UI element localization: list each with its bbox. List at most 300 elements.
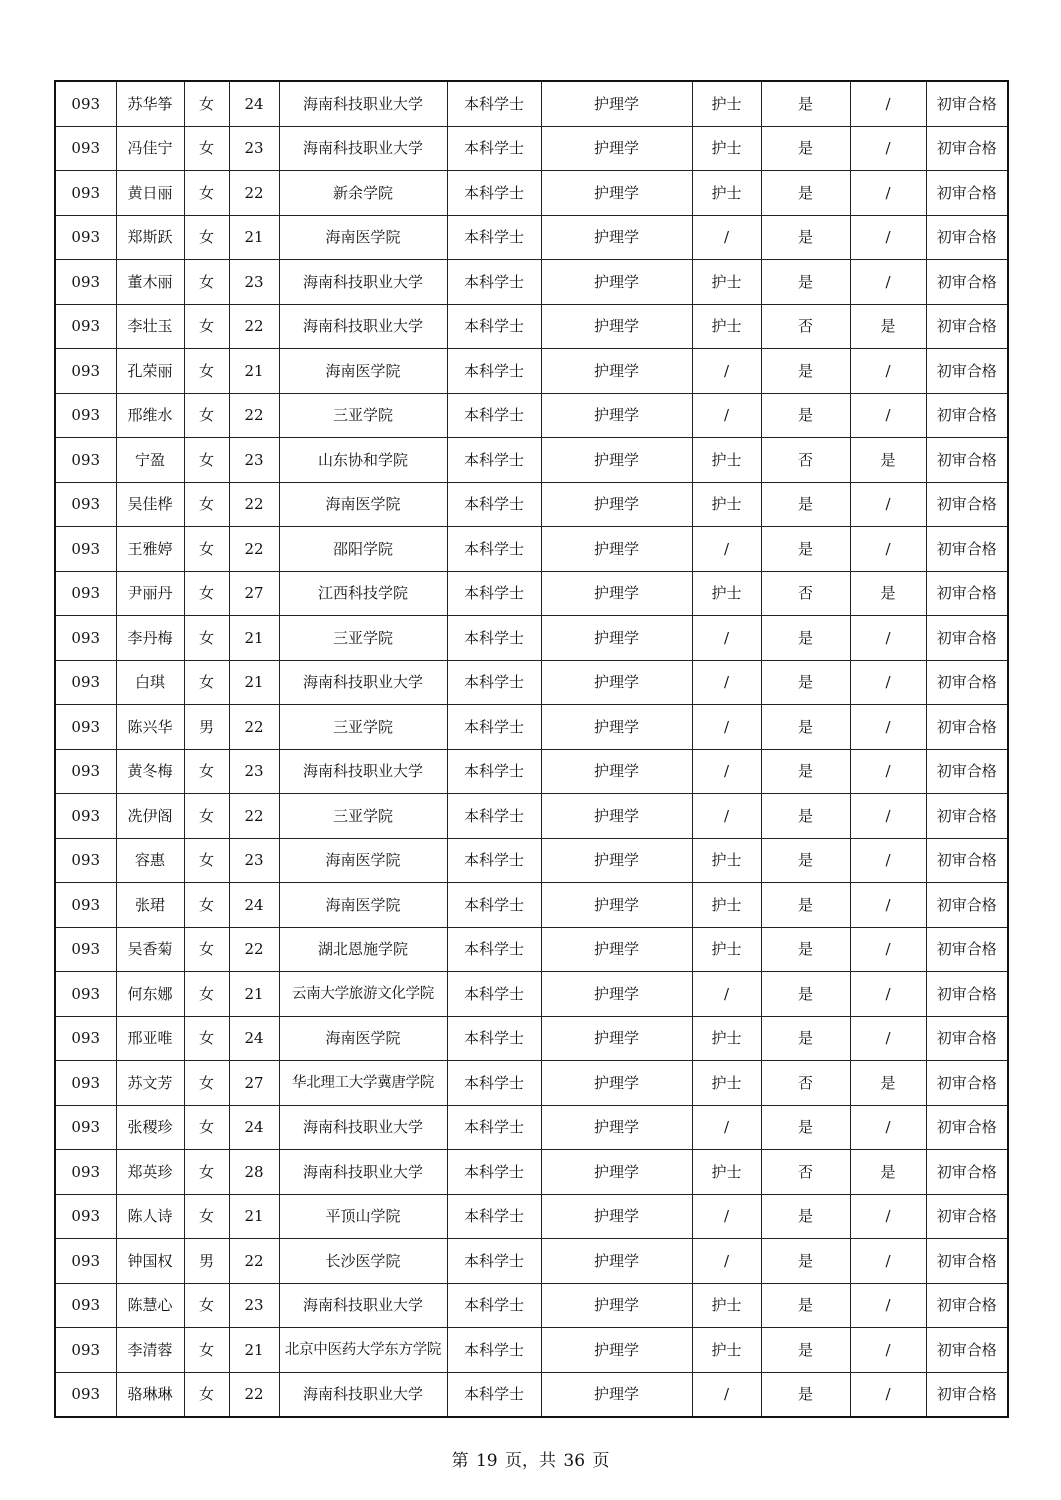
footer-suffix: 页 (592, 1451, 610, 1471)
table-row (55, 1328, 1008, 1373)
code-cell: 093 (55, 838, 116, 883)
degree-cell: 本科学士 (447, 927, 541, 972)
experience-cell: / (850, 215, 926, 260)
review-result-cell: 初审合格 (926, 126, 1008, 171)
name-cell: 邢亚唯 (116, 1016, 184, 1061)
graduate-status-cell: 是 (761, 482, 850, 527)
table-row (55, 1194, 1008, 1239)
major-cell: 护理学 (541, 1194, 692, 1239)
experience-cell: / (850, 1194, 926, 1239)
age-cell: 21 (229, 972, 279, 1017)
review-result-cell: 初审合格 (926, 1105, 1008, 1150)
degree-cell: 本科学士 (447, 571, 541, 616)
graduate-status-cell: 是 (761, 883, 850, 928)
age-cell: 22 (229, 1239, 279, 1284)
major-cell: 护理学 (541, 349, 692, 394)
name-cell: 王雅婷 (116, 527, 184, 572)
gender-cell: 女 (184, 1105, 229, 1150)
graduate-status-cell: 否 (761, 438, 850, 483)
code-cell: 093 (55, 260, 116, 305)
review-result-cell: 初审合格 (926, 1150, 1008, 1195)
qualification-cell: / (692, 1239, 761, 1284)
experience-cell: 是 (850, 1150, 926, 1195)
table-row (55, 171, 1008, 216)
table-row (55, 660, 1008, 705)
age-cell: 21 (229, 1328, 279, 1373)
code-cell: 093 (55, 1328, 116, 1373)
major-cell: 护理学 (541, 1016, 692, 1061)
graduate-status-cell: 是 (761, 81, 850, 126)
experience-cell: 是 (850, 304, 926, 349)
table-row (55, 482, 1008, 527)
qualification-cell: 护士 (692, 1016, 761, 1061)
experience-cell: / (850, 393, 926, 438)
graduate-status-cell: 是 (761, 927, 850, 972)
graduate-status-cell: 是 (761, 349, 850, 394)
major-cell: 护理学 (541, 883, 692, 928)
school-cell: 海南医学院 (279, 883, 447, 928)
review-result-cell: 初审合格 (926, 1194, 1008, 1239)
major-cell: 护理学 (541, 260, 692, 305)
gender-cell: 男 (184, 705, 229, 750)
review-result-cell: 初审合格 (926, 349, 1008, 394)
age-cell: 22 (229, 304, 279, 349)
name-cell: 吴香菊 (116, 927, 184, 972)
gender-cell: 女 (184, 972, 229, 1017)
table-row (55, 749, 1008, 794)
graduate-status-cell: 否 (761, 1061, 850, 1106)
code-cell: 093 (55, 1239, 116, 1284)
table-row (55, 794, 1008, 839)
gender-cell: 女 (184, 1150, 229, 1195)
degree-cell: 本科学士 (447, 1372, 541, 1417)
qualification-cell: 护士 (692, 1150, 761, 1195)
graduate-status-cell: 是 (761, 260, 850, 305)
code-cell: 093 (55, 215, 116, 260)
name-cell: 苏文芳 (116, 1061, 184, 1106)
degree-cell: 本科学士 (447, 749, 541, 794)
qualification-cell: / (692, 660, 761, 705)
review-result-cell: 初审合格 (926, 304, 1008, 349)
major-cell: 护理学 (541, 1150, 692, 1195)
review-result-cell: 初审合格 (926, 527, 1008, 572)
name-cell: 李丹梅 (116, 616, 184, 661)
experience-cell: / (850, 482, 926, 527)
experience-cell: / (850, 1283, 926, 1328)
graduate-status-cell: 是 (761, 1283, 850, 1328)
school-cell: 湖北恩施学院 (279, 927, 447, 972)
school-cell: 海南医学院 (279, 838, 447, 883)
major-cell: 护理学 (541, 393, 692, 438)
experience-cell: / (850, 81, 926, 126)
school-cell: 三亚学院 (279, 705, 447, 750)
degree-cell: 本科学士 (447, 1150, 541, 1195)
name-cell: 钟国权 (116, 1239, 184, 1284)
degree-cell: 本科学士 (447, 972, 541, 1017)
table-row (55, 927, 1008, 972)
age-cell: 24 (229, 1016, 279, 1061)
name-cell: 容惠 (116, 838, 184, 883)
name-cell: 张珺 (116, 883, 184, 928)
gender-cell: 女 (184, 616, 229, 661)
gender-cell: 男 (184, 1239, 229, 1284)
degree-cell: 本科学士 (447, 660, 541, 705)
code-cell: 093 (55, 349, 116, 394)
experience-cell: 是 (850, 438, 926, 483)
qualification-cell: 护士 (692, 260, 761, 305)
degree-cell: 本科学士 (447, 1061, 541, 1106)
code-cell: 093 (55, 883, 116, 928)
experience-cell: / (850, 1239, 926, 1284)
review-result-cell: 初审合格 (926, 838, 1008, 883)
age-cell: 27 (229, 1061, 279, 1106)
age-cell: 24 (229, 883, 279, 928)
name-cell: 李壮玉 (116, 304, 184, 349)
major-cell: 护理学 (541, 660, 692, 705)
major-cell: 护理学 (541, 794, 692, 839)
name-cell: 尹丽丹 (116, 571, 184, 616)
name-cell: 冯佳宁 (116, 126, 184, 171)
name-cell: 陈兴华 (116, 705, 184, 750)
graduate-status-cell: 是 (761, 1328, 850, 1373)
degree-cell: 本科学士 (447, 81, 541, 126)
gender-cell: 女 (184, 1328, 229, 1373)
gender-cell: 女 (184, 171, 229, 216)
age-cell: 23 (229, 438, 279, 483)
degree-cell: 本科学士 (447, 482, 541, 527)
degree-cell: 本科学士 (447, 393, 541, 438)
school-cell: 海南科技职业大学 (279, 260, 447, 305)
age-cell: 28 (229, 1150, 279, 1195)
code-cell: 093 (55, 1194, 116, 1239)
review-result-cell: 初审合格 (926, 616, 1008, 661)
table-row (55, 527, 1008, 572)
review-result-cell: 初审合格 (926, 1283, 1008, 1328)
school-cell: 平顶山学院 (279, 1194, 447, 1239)
table-row (55, 1239, 1008, 1284)
table-row (55, 1105, 1008, 1150)
name-cell: 李清蓉 (116, 1328, 184, 1373)
gender-cell: 女 (184, 927, 229, 972)
code-cell: 093 (55, 171, 116, 216)
review-result-cell: 初审合格 (926, 260, 1008, 305)
review-result-cell: 初审合格 (926, 393, 1008, 438)
table-body (55, 81, 1008, 1417)
major-cell: 护理学 (541, 171, 692, 216)
gender-cell: 女 (184, 438, 229, 483)
experience-cell: / (850, 1372, 926, 1417)
table-row (55, 1150, 1008, 1195)
major-cell: 护理学 (541, 304, 692, 349)
graduate-status-cell: 是 (761, 1016, 850, 1061)
degree-cell: 本科学士 (447, 304, 541, 349)
qualification-cell: / (692, 749, 761, 794)
school-cell: 海南医学院 (279, 349, 447, 394)
table-row (55, 260, 1008, 305)
graduate-status-cell: 是 (761, 616, 850, 661)
school-cell: 华北理工大学冀唐学院 (279, 1061, 447, 1106)
school-cell: 海南医学院 (279, 1016, 447, 1061)
qualification-cell: 护士 (692, 482, 761, 527)
school-cell: 云南大学旅游文化学院 (279, 972, 447, 1017)
degree-cell: 本科学士 (447, 527, 541, 572)
school-cell: 邵阳学院 (279, 527, 447, 572)
school-cell: 北京中医药大学东方学院 (279, 1328, 447, 1373)
experience-cell: 是 (850, 1061, 926, 1106)
name-cell: 苏华筝 (116, 81, 184, 126)
qualification-cell: 护士 (692, 1061, 761, 1106)
name-cell: 孔荣丽 (116, 349, 184, 394)
gender-cell: 女 (184, 571, 229, 616)
footer-total-pages: 36 (563, 1451, 586, 1471)
gender-cell: 女 (184, 260, 229, 305)
degree-cell: 本科学士 (447, 883, 541, 928)
gender-cell: 女 (184, 794, 229, 839)
review-result-cell: 初审合格 (926, 1372, 1008, 1417)
age-cell: 23 (229, 260, 279, 305)
age-cell: 22 (229, 482, 279, 527)
table-row (55, 838, 1008, 883)
age-cell: 21 (229, 349, 279, 394)
degree-cell: 本科学士 (447, 349, 541, 394)
experience-cell: / (850, 616, 926, 661)
qualification-cell: 护士 (692, 171, 761, 216)
qualification-cell: 护士 (692, 1328, 761, 1373)
graduate-status-cell: 是 (761, 705, 850, 750)
school-cell: 海南科技职业大学 (279, 81, 447, 126)
gender-cell: 女 (184, 1061, 229, 1106)
gender-cell: 女 (184, 660, 229, 705)
experience-cell: / (850, 972, 926, 1017)
experience-cell: / (850, 705, 926, 750)
table-row (55, 349, 1008, 394)
experience-cell: / (850, 883, 926, 928)
name-cell: 张稷珍 (116, 1105, 184, 1150)
age-cell: 23 (229, 749, 279, 794)
review-result-cell: 初审合格 (926, 705, 1008, 750)
gender-cell: 女 (184, 1283, 229, 1328)
qualification-cell: / (692, 1372, 761, 1417)
table-row (55, 616, 1008, 661)
major-cell: 护理学 (541, 749, 692, 794)
table-row (55, 1372, 1008, 1417)
review-result-cell: 初审合格 (926, 171, 1008, 216)
school-cell: 海南科技职业大学 (279, 1105, 447, 1150)
gender-cell: 女 (184, 1372, 229, 1417)
name-cell: 何东娜 (116, 972, 184, 1017)
age-cell: 21 (229, 616, 279, 661)
code-cell: 093 (55, 571, 116, 616)
degree-cell: 本科学士 (447, 126, 541, 171)
age-cell: 22 (229, 927, 279, 972)
degree-cell: 本科学士 (447, 1239, 541, 1284)
experience-cell: / (850, 927, 926, 972)
code-cell: 093 (55, 1105, 116, 1150)
review-result-cell: 初审合格 (926, 215, 1008, 260)
name-cell: 宁盈 (116, 438, 184, 483)
review-result-cell: 初审合格 (926, 482, 1008, 527)
graduate-status-cell: 是 (761, 749, 850, 794)
major-cell: 护理学 (541, 1283, 692, 1328)
major-cell: 护理学 (541, 1061, 692, 1106)
code-cell: 093 (55, 794, 116, 839)
experience-cell: / (850, 1328, 926, 1373)
experience-cell: / (850, 838, 926, 883)
age-cell: 21 (229, 660, 279, 705)
qualification-cell: / (692, 349, 761, 394)
graduate-status-cell: 是 (761, 1372, 850, 1417)
school-cell: 海南医学院 (279, 215, 447, 260)
degree-cell: 本科学士 (447, 171, 541, 216)
school-cell: 三亚学院 (279, 616, 447, 661)
review-result-cell: 初审合格 (926, 972, 1008, 1017)
qualification-cell: 护士 (692, 883, 761, 928)
qualification-cell: / (692, 527, 761, 572)
graduate-status-cell: 是 (761, 1239, 850, 1284)
degree-cell: 本科学士 (447, 1105, 541, 1150)
name-cell: 白琪 (116, 660, 184, 705)
code-cell: 093 (55, 1372, 116, 1417)
degree-cell: 本科学士 (447, 705, 541, 750)
gender-cell: 女 (184, 215, 229, 260)
age-cell: 22 (229, 705, 279, 750)
qualification-cell: 护士 (692, 1283, 761, 1328)
graduate-status-cell: 是 (761, 1194, 850, 1239)
table-row (55, 571, 1008, 616)
code-cell: 093 (55, 81, 116, 126)
school-cell: 海南科技职业大学 (279, 1372, 447, 1417)
review-result-cell: 初审合格 (926, 749, 1008, 794)
school-cell: 江西科技学院 (279, 571, 447, 616)
experience-cell: / (850, 1105, 926, 1150)
graduate-status-cell: 是 (761, 794, 850, 839)
degree-cell: 本科学士 (447, 1283, 541, 1328)
review-result-cell: 初审合格 (926, 438, 1008, 483)
gender-cell: 女 (184, 1194, 229, 1239)
major-cell: 护理学 (541, 1372, 692, 1417)
degree-cell: 本科学士 (447, 1328, 541, 1373)
qualification-cell: / (692, 215, 761, 260)
gender-cell: 女 (184, 349, 229, 394)
table-row (55, 883, 1008, 928)
review-result-cell: 初审合格 (926, 1061, 1008, 1106)
table-row (55, 438, 1008, 483)
major-cell: 护理学 (541, 1239, 692, 1284)
name-cell: 郑斯跃 (116, 215, 184, 260)
table-row (55, 972, 1008, 1017)
qualification-cell: 护士 (692, 927, 761, 972)
gender-cell: 女 (184, 838, 229, 883)
school-cell: 三亚学院 (279, 393, 447, 438)
school-cell: 海南科技职业大学 (279, 304, 447, 349)
major-cell: 护理学 (541, 126, 692, 171)
graduate-status-cell: 是 (761, 838, 850, 883)
experience-cell: / (850, 1016, 926, 1061)
degree-cell: 本科学士 (447, 215, 541, 260)
graduate-status-cell: 否 (761, 304, 850, 349)
qualification-cell: 护士 (692, 438, 761, 483)
code-cell: 093 (55, 438, 116, 483)
code-cell: 093 (55, 660, 116, 705)
degree-cell: 本科学士 (447, 616, 541, 661)
qualification-cell: / (692, 1194, 761, 1239)
age-cell: 23 (229, 1283, 279, 1328)
table-row (55, 304, 1008, 349)
major-cell: 护理学 (541, 1105, 692, 1150)
review-result-cell: 初审合格 (926, 883, 1008, 928)
qualification-cell: 护士 (692, 304, 761, 349)
code-cell: 093 (55, 304, 116, 349)
code-cell: 093 (55, 126, 116, 171)
age-cell: 21 (229, 215, 279, 260)
footer-prefix: 第 (451, 1451, 469, 1471)
code-cell: 093 (55, 527, 116, 572)
school-cell: 海南科技职业大学 (279, 1283, 447, 1328)
gender-cell: 女 (184, 1016, 229, 1061)
gender-cell: 女 (184, 304, 229, 349)
review-result-cell: 初审合格 (926, 660, 1008, 705)
name-cell: 冼伊阁 (116, 794, 184, 839)
code-cell: 093 (55, 749, 116, 794)
name-cell: 骆琳琳 (116, 1372, 184, 1417)
name-cell: 郑英珍 (116, 1150, 184, 1195)
qualification-cell: / (692, 794, 761, 839)
graduate-status-cell: 是 (761, 171, 850, 216)
graduate-status-cell: 是 (761, 215, 850, 260)
review-result-cell: 初审合格 (926, 794, 1008, 839)
table-row (55, 393, 1008, 438)
code-cell: 093 (55, 1283, 116, 1328)
age-cell: 24 (229, 1105, 279, 1150)
graduate-status-cell: 是 (761, 972, 850, 1017)
table-row (55, 1061, 1008, 1106)
review-result-cell: 初审合格 (926, 1016, 1008, 1061)
major-cell: 护理学 (541, 972, 692, 1017)
school-cell: 长沙医学院 (279, 1239, 447, 1284)
name-cell: 吴佳桦 (116, 482, 184, 527)
major-cell: 护理学 (541, 616, 692, 661)
footer-current-page: 19 (475, 1451, 498, 1471)
school-cell: 海南科技职业大学 (279, 1150, 447, 1195)
degree-cell: 本科学士 (447, 794, 541, 839)
code-cell: 093 (55, 393, 116, 438)
degree-cell: 本科学士 (447, 260, 541, 305)
degree-cell: 本科学士 (447, 1194, 541, 1239)
major-cell: 护理学 (541, 527, 692, 572)
qualification-cell: 护士 (692, 838, 761, 883)
graduate-status-cell: 是 (761, 126, 850, 171)
school-cell: 海南科技职业大学 (279, 749, 447, 794)
gender-cell: 女 (184, 883, 229, 928)
experience-cell: / (850, 349, 926, 394)
age-cell: 23 (229, 126, 279, 171)
major-cell: 护理学 (541, 438, 692, 483)
age-cell: 22 (229, 794, 279, 839)
qualification-cell: / (692, 616, 761, 661)
degree-cell: 本科学士 (447, 1016, 541, 1061)
review-result-cell: 初审合格 (926, 1239, 1008, 1284)
experience-cell: / (850, 660, 926, 705)
age-cell: 22 (229, 171, 279, 216)
major-cell: 护理学 (541, 215, 692, 260)
table-row (55, 705, 1008, 750)
page-footer (0, 1446, 1061, 1471)
degree-cell: 本科学士 (447, 838, 541, 883)
major-cell: 护理学 (541, 705, 692, 750)
age-cell: 22 (229, 527, 279, 572)
review-result-cell: 初审合格 (926, 81, 1008, 126)
code-cell: 093 (55, 1061, 116, 1106)
